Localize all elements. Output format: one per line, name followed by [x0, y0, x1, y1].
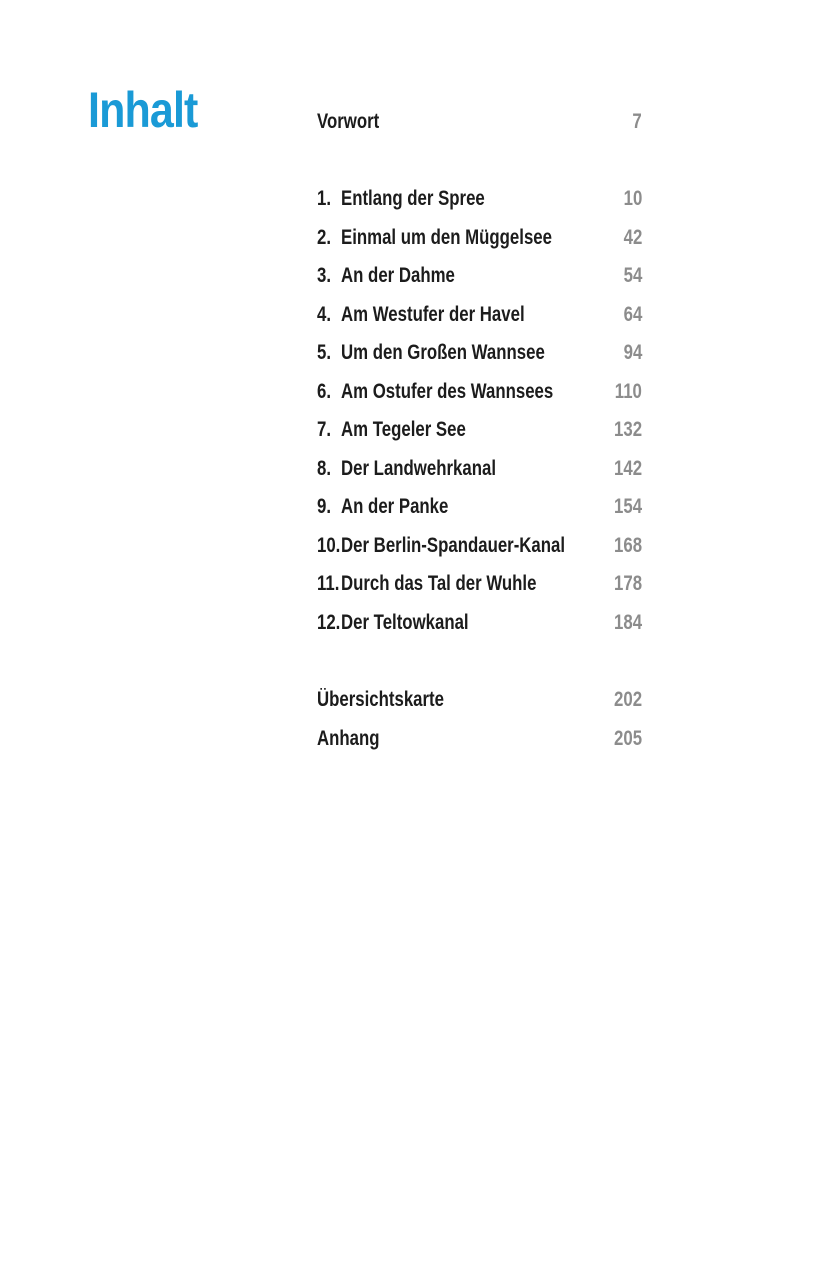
toc-entry-anhang[interactable]: [317, 723, 642, 755]
chapter-title: Einmal um den Müggelsee: [341, 226, 552, 249]
toc-entry-label: [317, 453, 496, 485]
chapter-title: Der Landwehrkanal: [341, 457, 496, 480]
chapter-title: Der Teltowkanal: [341, 611, 469, 634]
toc-chapter-3[interactable]: [317, 260, 642, 292]
toc-entry-page: 202: [613, 688, 642, 711]
toc-entry-label: Vorwort: [317, 110, 380, 133]
chapter-title: Der Berlin-Spandauer-Kanal: [341, 534, 566, 557]
chapter-number: 12.: [317, 611, 341, 634]
toc-chapter-12[interactable]: [317, 607, 642, 639]
toc-entry-label: [317, 530, 565, 562]
chapter-number: 6.: [317, 380, 332, 403]
toc-entry-page: 64: [623, 303, 642, 326]
toc-entry-page: 10: [623, 187, 642, 210]
chapter-number: 3.: [317, 264, 332, 287]
toc-entry-uebersichtskarte[interactable]: [317, 684, 642, 716]
chapter-title: An der Panke: [341, 495, 449, 518]
chapter-number: 5.: [317, 341, 332, 364]
toc-entry-page: 184: [613, 611, 642, 634]
chapter-title: Am Tegeler See: [341, 418, 466, 441]
toc-entry-page: 168: [613, 534, 642, 557]
toc-entry-page: 132: [613, 418, 642, 441]
toc-entry-page: 42: [623, 226, 642, 249]
toc-chapter-2[interactable]: [317, 222, 642, 254]
toc-chapter-11[interactable]: [317, 568, 642, 600]
toc-entry-label: [317, 337, 545, 369]
toc-chapter-8[interactable]: [317, 453, 642, 485]
toc-chapter-1[interactable]: [317, 183, 642, 215]
chapter-title: Um den Großen Wannsee: [341, 341, 545, 364]
chapter-number: 8.: [317, 457, 332, 480]
chapter-title: An der Dahme: [341, 264, 455, 287]
chapter-number: 11.: [317, 572, 340, 595]
toc-entry-vorwort[interactable]: [317, 106, 642, 138]
toc-chapter-7[interactable]: [317, 414, 642, 446]
toc-entry-label: Übersichtskarte: [317, 688, 444, 711]
toc-entry-page: 142: [613, 457, 642, 480]
chapter-title: Am Ostufer des Wannsees: [341, 380, 554, 403]
toc-entry-label: [317, 376, 553, 408]
chapter-number: 7.: [317, 418, 332, 441]
toc-entry-label: [317, 491, 448, 523]
toc-entry-page: 94: [623, 341, 642, 364]
chapter-title: Entlang der Spree: [341, 187, 485, 210]
toc-chapter-9[interactable]: [317, 491, 642, 523]
chapter-title: Am Westufer der Havel: [341, 303, 525, 326]
toc-entry-page: 154: [613, 495, 642, 518]
toc-entry-page: 110: [614, 380, 642, 403]
toc-chapter-6[interactable]: [317, 376, 642, 408]
toc-entry-page: 54: [623, 264, 642, 287]
toc-entry-page: 7: [632, 110, 642, 133]
toc-entry-page: 178: [613, 572, 642, 595]
chapter-number: 9.: [317, 495, 332, 518]
toc-chapter-5[interactable]: [317, 337, 642, 369]
chapter-number: 1.: [317, 187, 332, 210]
toc-entry-label: [317, 222, 552, 254]
toc-entry-label: [317, 568, 536, 600]
chapter-number: 4.: [317, 303, 332, 326]
toc-entry-label: [317, 607, 469, 639]
page-title: Inhalt: [88, 82, 198, 138]
toc-entry-label: Anhang: [317, 727, 380, 750]
chapter-number: 2.: [317, 226, 332, 249]
toc-chapter-10[interactable]: [317, 530, 642, 562]
toc-chapter-4[interactable]: [317, 299, 642, 331]
toc-entry-label: [317, 414, 466, 446]
toc-entry-label: [317, 299, 525, 331]
chapter-title: Durch das Tal der Wuhle: [341, 572, 537, 595]
chapter-number: 10.: [317, 534, 341, 557]
toc-entry-page: 205: [613, 727, 642, 750]
toc-entry-label: [317, 183, 485, 215]
toc-entry-label: [317, 260, 455, 292]
